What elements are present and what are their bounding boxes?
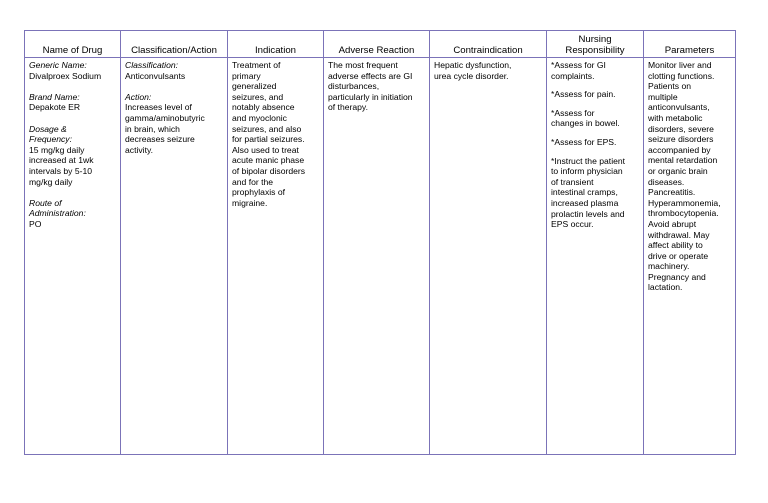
indication-line: migraine. [232,197,268,208]
indication-line: acute manic phase [232,155,305,166]
adverse-line: adverse effects are GI [328,70,413,81]
brand-name-label: Brand Name: [29,91,80,102]
action-line: Increases level of [125,102,192,113]
contraindication-line: urea cycle disorder. [434,70,509,81]
parameters-line: thrombocytopenia. [648,208,719,219]
nursing-item-3-line: *Assess for [551,107,595,118]
parameters-line: seizure disorders [648,134,714,145]
header-row [25,31,736,58]
generic-name-label: Generic Name: [29,60,87,70]
header-parameters: Parameters [644,31,736,58]
drug-study-sheet [24,30,735,455]
route-label-line-2: Administration: [29,208,86,219]
dosage-line: increased at 1wk [29,155,94,166]
dosage-label-line-1: Dosage & [29,123,67,134]
cell-classification-action [121,58,228,455]
action-line: decreases seizure [125,134,195,145]
action-line: in brain, which [125,123,180,134]
action-label: Action: [125,91,152,102]
parameters-line: drive or operate [648,250,709,261]
indication-line: primary [232,70,261,81]
indication-line: Treatment of [232,60,281,70]
classification-value: Anticonvulsants [125,70,186,81]
parameters-line: lactation. [648,282,683,293]
header-adverse-reaction: Adverse Reaction [324,31,430,58]
header-name-of-drug: Name of Drug [25,31,121,58]
drug-row [25,58,736,455]
parameters-line: accompanied by [648,144,711,155]
parameters-line: Patients on [648,81,691,92]
parameters-line: multiple [648,91,678,102]
indication-line: and for the [232,176,274,187]
adverse-line: The most frequent [328,60,398,70]
header-nursing-line-2: Responsibility [565,45,625,56]
cell-nursing-responsibility [547,58,644,455]
dosage-line: 15 mg/kg daily [29,144,85,155]
parameters-line: clotting functions. [648,70,715,81]
indication-line: seizures, and also [232,123,302,134]
drug-study-table [24,30,736,455]
dosage-line: intervals by 5-10 [29,165,93,176]
nursing-item-1-line: *Assess for GI [551,60,606,70]
nursing-item-5-line: *Instruct the patient [551,155,626,166]
action-line: activity. [125,144,154,155]
nursing-item-5-line: EPS occur. [551,219,594,230]
parameters-line: affect ability to [648,240,703,251]
nursing-item-2-line: *Assess for pain. [551,89,616,100]
indication-line: seizures, and [232,91,284,102]
parameters-line: Monitor liver and [648,60,712,70]
cell-name-of-drug [25,58,121,455]
header-indication: Indication [228,31,324,58]
parameters-line: machinery. [648,261,690,272]
parameters-line: Pregnancy and [648,271,706,282]
cell-contraindication [430,58,547,455]
nursing-item-5-line: increased plasma [551,197,619,208]
nursing-item-5-line: prolactin levels and [551,208,625,219]
route-label-line-1: Route of [29,197,62,208]
parameters-line: diseases. [648,176,685,187]
adverse-line: particularly in initiation [328,91,413,102]
cell-indication [228,58,324,455]
indication-line: for partial seizures. [232,134,305,145]
indication-line: generalized [232,81,277,92]
header-contraindication: Contraindication [430,31,547,58]
nursing-item-5-line: to inform physician [551,166,623,177]
parameters-line: Hyperammonemia, [648,197,721,208]
adverse-line: of therapy. [328,102,368,113]
header-classification-action: Classification/Action [121,31,228,58]
classification-label: Classification: [125,60,179,70]
action-line: gamma/aminobutyric [125,112,205,123]
indication-line: and myoclonic [232,112,287,123]
parameters-line: mental retardation [648,155,718,166]
indication-line: of bipolar disorders [232,165,306,176]
parameters-line: disorders, severe [648,123,714,134]
brand-name-value: Depakote ER [29,102,81,113]
indication-line: notably absence [232,102,295,113]
indication-line: prophylaxis of [232,187,286,198]
generic-name-value: Divalproex Sodium [29,70,102,81]
parameters-line: with metabolic [648,112,703,123]
nursing-item-4-line: *Assess for EPS. [551,136,617,147]
header-nursing-responsibility [547,31,644,58]
dosage-line: mg/kg daily [29,176,73,187]
parameters-line: Pancreatitis. [648,187,696,198]
nursing-item-5-line: of transient [551,176,594,187]
route-value: PO [29,218,42,229]
adverse-line: disturbances, [328,81,380,92]
cell-adverse-reaction [324,58,430,455]
parameters-line: Avoid abrupt [648,218,697,229]
parameters-line: or organic brain [648,165,708,176]
indication-line: Also used to treat [232,144,299,155]
nursing-item-3-line: changes in bowel. [551,118,620,129]
header-nursing-line-1: Nursing [578,34,612,45]
cell-parameters [644,58,736,455]
nursing-item-5-line: intestinal cramps, [551,187,618,198]
contraindication-line: Hepatic dysfunction, [434,60,512,70]
parameters-line: withdrawal. May [648,229,710,240]
nursing-item-1-line: complaints. [551,70,595,81]
dosage-label-line-2: Frequency: [29,134,72,145]
parameters-line: anticonvulsants, [648,102,710,113]
